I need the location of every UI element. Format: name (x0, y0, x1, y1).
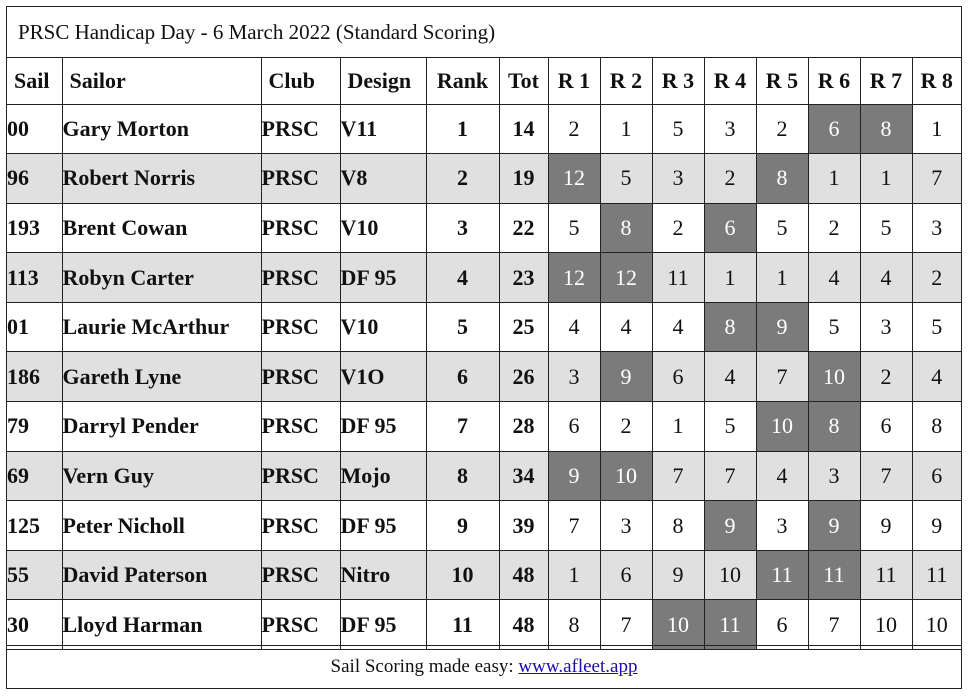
race-6-cell: 2 (808, 203, 860, 253)
race-7-cell: 4 (860, 253, 912, 303)
sail-cell: 69 (7, 451, 62, 501)
race-2-cell: 10 (600, 451, 652, 501)
club-cell: PRSC (261, 352, 340, 402)
race-1-cell: 8 (548, 600, 600, 650)
race-6-cell: 5 (808, 302, 860, 352)
race-4-cell: 1 (704, 253, 756, 303)
race-3-cell: 8 (652, 501, 704, 551)
footer-text: Sail Scoring made easy: (330, 656, 519, 677)
race-4-cell: 7 (704, 451, 756, 501)
sail-cell: 00 (7, 104, 62, 154)
sailor-cell: Gareth Lyne (62, 352, 261, 402)
race-3-cell: 11 (652, 253, 704, 303)
col-header-sailor: Sailor (62, 58, 261, 104)
total-cell: 19 (499, 154, 548, 204)
race-8-cell: 7 (912, 154, 961, 204)
race-7-cell: 6 (860, 402, 912, 452)
race-4-cell: 6 (704, 203, 756, 253)
race-5-cell: 10 (756, 402, 808, 452)
club-cell: PRSC (261, 600, 340, 650)
club-cell: PRSC (261, 253, 340, 303)
sailor-cell: Lloyd Harman (62, 600, 261, 650)
sailor-cell: David Paterson (62, 550, 261, 600)
club-cell: PRSC (261, 302, 340, 352)
race-1-cell: 2 (548, 104, 600, 154)
race-4-cell: 10 (704, 550, 756, 600)
results-body (7, 104, 961, 650)
race-5-cell: 4 (756, 451, 808, 501)
design-cell: V11 (340, 104, 426, 154)
race-6-cell: 6 (808, 104, 860, 154)
sailor-cell: Robert Norris (62, 154, 261, 204)
race-1-cell: 7 (548, 501, 600, 551)
race-8-cell: 1 (912, 104, 961, 154)
race-6-cell: 1 (808, 154, 860, 204)
race-6-cell: 9 (808, 501, 860, 551)
sailor-cell: Vern Guy (62, 451, 261, 501)
col-header-r6: R 6 (808, 58, 860, 104)
race-6-cell: 3 (808, 451, 860, 501)
rank-cell: 5 (426, 302, 499, 352)
race-4-cell: 11 (704, 600, 756, 650)
race-5-cell: 5 (756, 203, 808, 253)
page-title: PRSC Handicap Day - 6 March 2022 (Standard Scoring) (7, 7, 961, 58)
table-row (7, 402, 961, 452)
design-cell: Mojo (340, 451, 426, 501)
total-cell: 48 (499, 600, 548, 650)
rank-cell: 11 (426, 600, 499, 650)
sailor-cell: Laurie McArthur (62, 302, 261, 352)
race-2-cell: 7 (600, 600, 652, 650)
total-cell: 39 (499, 501, 548, 551)
design-cell: V1O (340, 352, 426, 402)
race-8-cell: 2 (912, 253, 961, 303)
race-1-cell: 3 (548, 352, 600, 402)
race-3-cell: 3 (652, 154, 704, 204)
col-header-tot: Tot (499, 58, 548, 104)
club-cell: PRSC (261, 104, 340, 154)
race-6-cell: 7 (808, 600, 860, 650)
race-2-cell: 12 (600, 253, 652, 303)
total-cell: 26 (499, 352, 548, 402)
sailor-cell: Gary Morton (62, 104, 261, 154)
col-header-sail: Sail (7, 58, 62, 104)
sail-cell: 125 (7, 501, 62, 551)
table-row (7, 302, 961, 352)
race-4-cell: 9 (704, 501, 756, 551)
col-header-r3: R 3 (652, 58, 704, 104)
race-2-cell: 2 (600, 402, 652, 452)
race-6-cell: 11 (808, 550, 860, 600)
race-8-cell: 9 (912, 501, 961, 551)
club-cell: PRSC (261, 154, 340, 204)
col-header-r5: R 5 (756, 58, 808, 104)
race-6-cell: 4 (808, 253, 860, 303)
race-2-cell: 5 (600, 154, 652, 204)
race-4-cell: 4 (704, 352, 756, 402)
total-cell: 25 (499, 302, 548, 352)
rank-cell: 1 (426, 104, 499, 154)
footer (7, 645, 961, 688)
sailor-cell: Darryl Pender (62, 402, 261, 452)
table-row (7, 104, 961, 154)
race-2-cell: 8 (600, 203, 652, 253)
race-1-cell: 1 (548, 550, 600, 600)
table-row (7, 550, 961, 600)
race-3-cell: 9 (652, 550, 704, 600)
total-cell: 22 (499, 203, 548, 253)
race-8-cell: 6 (912, 451, 961, 501)
rank-cell: 10 (426, 550, 499, 600)
sail-cell: 79 (7, 402, 62, 452)
sail-cell: 113 (7, 253, 62, 303)
race-3-cell: 4 (652, 302, 704, 352)
race-5-cell: 7 (756, 352, 808, 402)
club-cell: PRSC (261, 501, 340, 551)
race-3-cell: 5 (652, 104, 704, 154)
rank-cell: 2 (426, 154, 499, 204)
race-4-cell: 5 (704, 402, 756, 452)
table-row (7, 203, 961, 253)
race-5-cell: 1 (756, 253, 808, 303)
race-7-cell: 9 (860, 501, 912, 551)
results-frame (6, 6, 962, 689)
race-2-cell: 3 (600, 501, 652, 551)
race-5-cell: 3 (756, 501, 808, 551)
race-2-cell: 1 (600, 104, 652, 154)
col-header-rank: Rank (426, 58, 499, 104)
club-cell: PRSC (261, 402, 340, 452)
afleet-link[interactable]: www.afleet.app (518, 656, 638, 677)
race-3-cell: 6 (652, 352, 704, 402)
col-header-r1: R 1 (548, 58, 600, 104)
race-5-cell: 2 (756, 104, 808, 154)
race-5-cell: 9 (756, 302, 808, 352)
race-8-cell: 3 (912, 203, 961, 253)
total-cell: 23 (499, 253, 548, 303)
design-cell: DF 95 (340, 402, 426, 452)
table-row (7, 600, 961, 650)
race-7-cell: 3 (860, 302, 912, 352)
race-8-cell: 4 (912, 352, 961, 402)
total-cell: 14 (499, 104, 548, 154)
total-cell: 34 (499, 451, 548, 501)
club-cell: PRSC (261, 550, 340, 600)
sailor-cell: Brent Cowan (62, 203, 261, 253)
race-5-cell: 6 (756, 600, 808, 650)
total-cell: 48 (499, 550, 548, 600)
sail-cell: 96 (7, 154, 62, 204)
sail-cell: 193 (7, 203, 62, 253)
race-2-cell: 9 (600, 352, 652, 402)
race-7-cell: 2 (860, 352, 912, 402)
rank-cell: 6 (426, 352, 499, 402)
sailor-cell: Peter Nicholl (62, 501, 261, 551)
race-4-cell: 8 (704, 302, 756, 352)
table-row (7, 154, 961, 204)
race-3-cell: 10 (652, 600, 704, 650)
race-7-cell: 1 (860, 154, 912, 204)
race-3-cell: 1 (652, 402, 704, 452)
race-7-cell: 11 (860, 550, 912, 600)
race-1-cell: 12 (548, 253, 600, 303)
design-cell: V10 (340, 203, 426, 253)
race-2-cell: 4 (600, 302, 652, 352)
total-cell: 28 (499, 402, 548, 452)
table-row (7, 501, 961, 551)
race-1-cell: 12 (548, 154, 600, 204)
club-cell: PRSC (261, 203, 340, 253)
race-8-cell: 11 (912, 550, 961, 600)
design-cell: DF 95 (340, 501, 426, 551)
sail-cell: 55 (7, 550, 62, 600)
design-cell: DF 95 (340, 600, 426, 650)
sail-cell: 186 (7, 352, 62, 402)
col-header-r2: R 2 (600, 58, 652, 104)
table-row (7, 253, 961, 303)
race-4-cell: 2 (704, 154, 756, 204)
race-6-cell: 10 (808, 352, 860, 402)
race-7-cell: 8 (860, 104, 912, 154)
rank-cell: 9 (426, 501, 499, 551)
sailor-cell: Robyn Carter (62, 253, 261, 303)
rank-cell: 4 (426, 253, 499, 303)
race-8-cell: 10 (912, 600, 961, 650)
col-header-design: Design (340, 58, 426, 104)
race-7-cell: 7 (860, 451, 912, 501)
sail-cell: 30 (7, 600, 62, 650)
rank-cell: 7 (426, 402, 499, 452)
race-5-cell: 8 (756, 154, 808, 204)
table-row (7, 451, 961, 501)
race-4-cell: 3 (704, 104, 756, 154)
design-cell: DF 95 (340, 253, 426, 303)
rank-cell: 3 (426, 203, 499, 253)
race-3-cell: 7 (652, 451, 704, 501)
race-1-cell: 9 (548, 451, 600, 501)
race-8-cell: 5 (912, 302, 961, 352)
design-cell: V10 (340, 302, 426, 352)
race-8-cell: 8 (912, 402, 961, 452)
race-1-cell: 4 (548, 302, 600, 352)
rank-cell: 8 (426, 451, 499, 501)
col-header-r8: R 8 (912, 58, 961, 104)
header-row (7, 58, 961, 104)
table-row (7, 352, 961, 402)
sail-cell: 01 (7, 302, 62, 352)
race-2-cell: 6 (600, 550, 652, 600)
race-7-cell: 5 (860, 203, 912, 253)
col-header-club: Club (261, 58, 340, 104)
race-5-cell: 11 (756, 550, 808, 600)
race-7-cell: 10 (860, 600, 912, 650)
club-cell: PRSC (261, 451, 340, 501)
design-cell: Nitro (340, 550, 426, 600)
col-header-r7: R 7 (860, 58, 912, 104)
race-3-cell: 2 (652, 203, 704, 253)
race-1-cell: 6 (548, 402, 600, 452)
results-table (7, 58, 961, 650)
race-1-cell: 5 (548, 203, 600, 253)
col-header-r4: R 4 (704, 58, 756, 104)
race-6-cell: 8 (808, 402, 860, 452)
design-cell: V8 (340, 154, 426, 204)
